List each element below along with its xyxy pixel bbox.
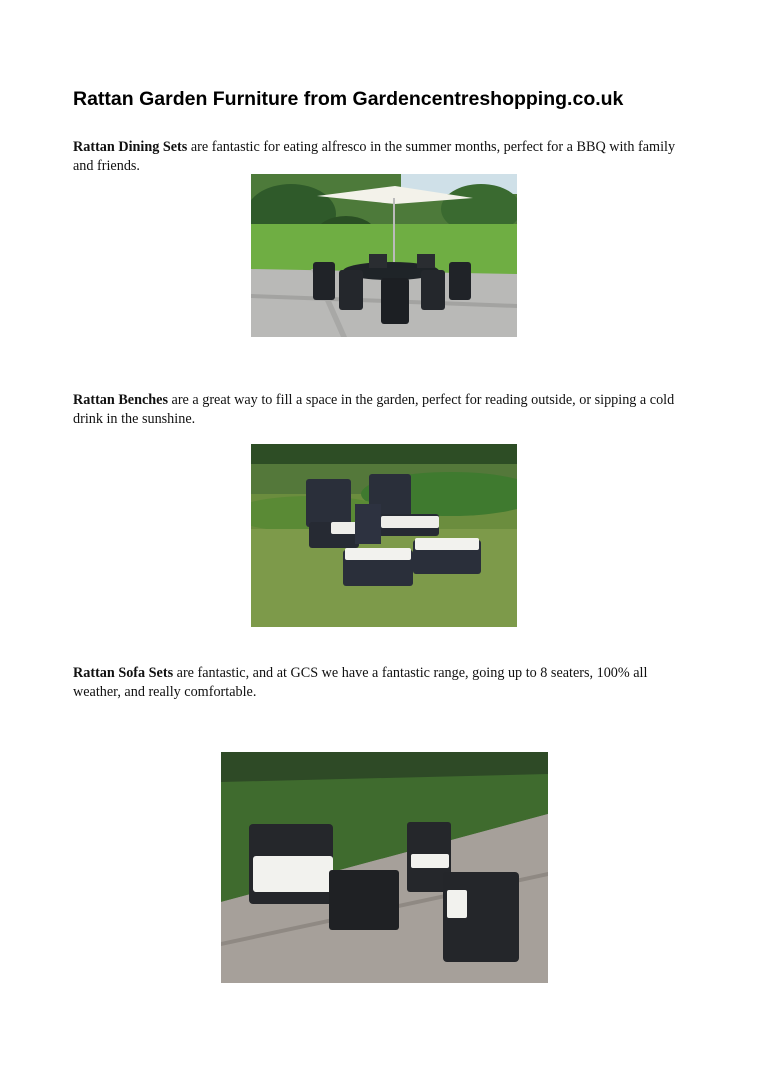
section-benches-paragraph xyxy=(73,391,698,429)
section-dining-heading: Rattan Dining Sets xyxy=(73,139,188,155)
section-sofa-text: are fantastic, and at GCS we have a fantastic range, going up to 8 seaters, 100% all weather, and really comfortable. xyxy=(73,665,648,700)
page-title: Rattan Garden Furniture from Gardencentreshopping.co.uk xyxy=(73,88,624,110)
section-dining-paragraph xyxy=(73,138,698,176)
rattan-dining-set-photo xyxy=(251,174,517,337)
section-benches-text: are a great way to fill a space in the garden, perfect for reading outside, or sipping a cold drink in the sunshine. xyxy=(73,392,675,427)
section-sofa-heading: Rattan Sofa Sets xyxy=(73,665,174,681)
section-dining-text: are fantastic for eating alfresco in the summer months, perfect for a BBQ with family and friends. xyxy=(73,139,676,174)
rattan-bench-set-photo xyxy=(251,444,517,627)
rattan-sofa-set-photo xyxy=(221,752,548,983)
section-benches-heading: Rattan Benches xyxy=(73,392,168,408)
section-sofa-paragraph xyxy=(73,664,698,702)
